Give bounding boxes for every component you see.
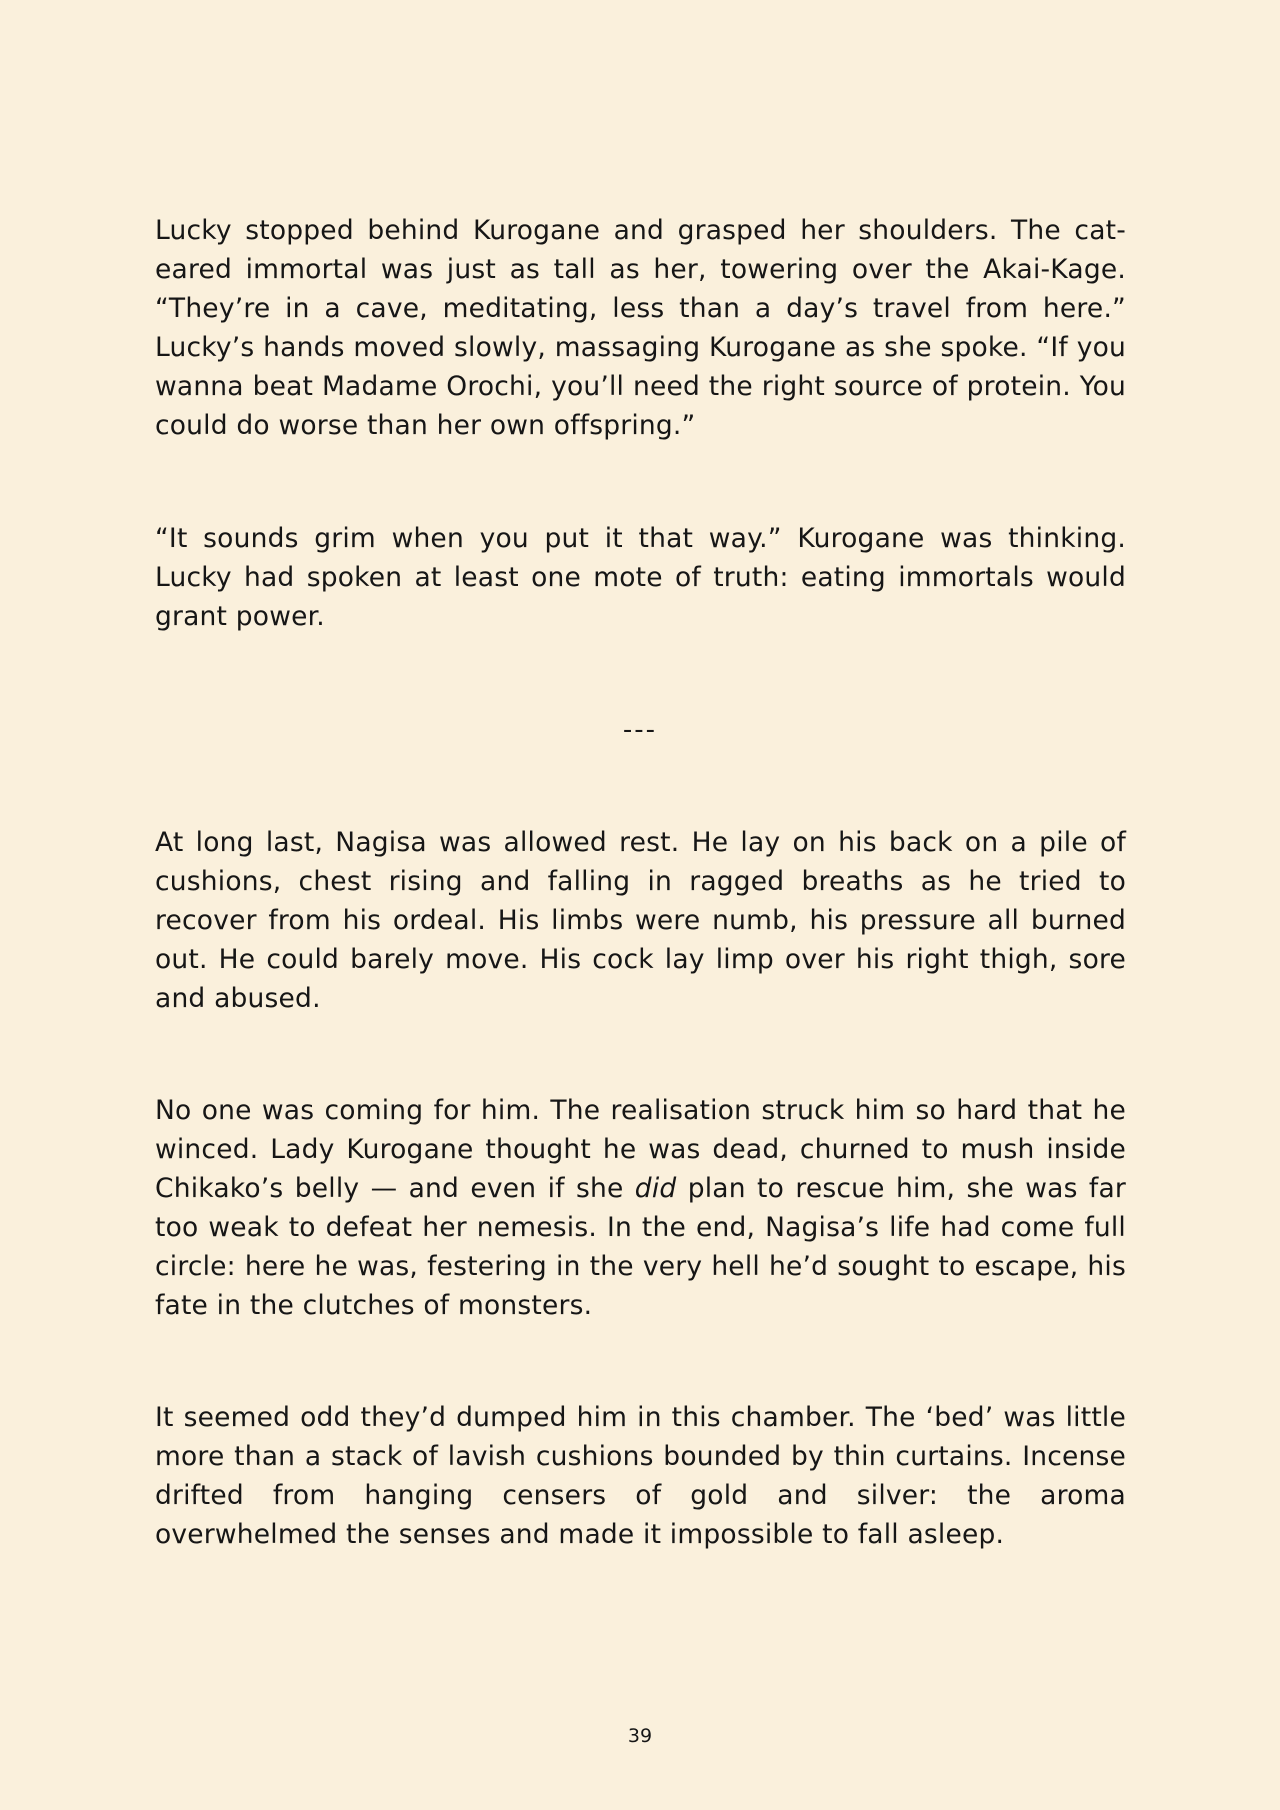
paragraph-1: Lucky stopped behind Kurogane and grasped her shoulders. The cat-eared immortal was just as tall as her, towering over the Akai-Kage. “They’re in a cave, meditating, less than a day’s travel from here.” Lucky’s hands moved slowly, massaging Kurogane as she spoke. “If you wanna beat Madame Orochi, you’ll need the right source of protein. You could do worse than her own offspring.” [155,215,1126,441]
page-number: 39 [627,1725,653,1747]
paragraph-3: At long last, Nagisa was allowed rest. He lay on his back on a pile of cushions, chest rising and falling in ragged breaths as he tried to recover from his ordeal. His limbs were numb, his pressure all burned out. He could barely move. His cock lay limp over his right thigh, sore and abused. [155,827,1126,1014]
paragraph-4-text-after: plan to rescue him, she was far too weak to defeat her nemesis. In the end, Nagisa’s life had come full circle: here he was, festering in the very hell he’d sought to escape, his fate in the clutches of monsters. [155,1173,1126,1321]
paragraph-2: “It sounds grim when you put it that way.” Kurogane was thinking. Lucky had spoken at least one mote of truth: eating immortals would grant power. [155,523,1126,632]
paragraph-5: It seemed odd they’d dumped him in this chamber. The ‘bed’ was little more than a stack of lavish cushions bounded by thin curtains. Incense drifted from hanging censers of gold and silver: the aroma overwhelmed the senses and made it impossible to fall asleep. [155,1402,1126,1550]
paragraph-4-text-before: No one was coming for him. The realisation struck him so hard that he winced. Lady Kurogane thought he was dead, churned to mush inside Chikako’s belly — and even if she [155,1095,1126,1204]
paragraph-4 [155,1091,1126,1325]
scene-separator: --- [622,715,658,745]
paragraph-4-emphasis: did [634,1173,677,1204]
